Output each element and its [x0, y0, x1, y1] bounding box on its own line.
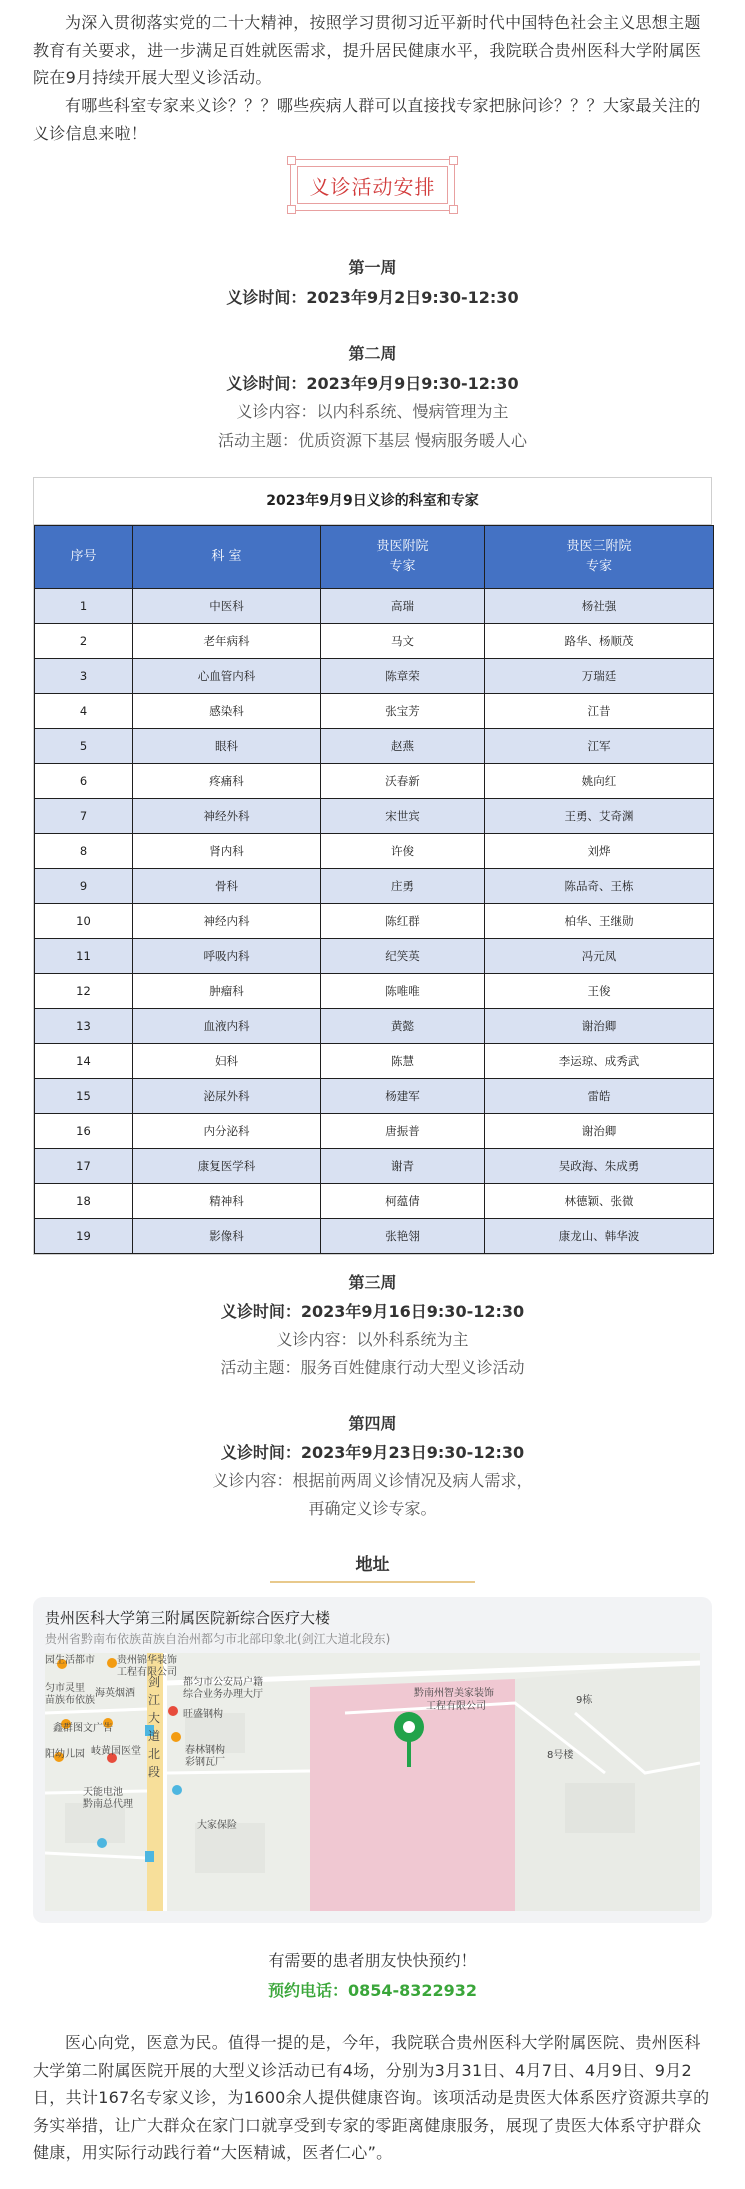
row-department: 肿瘤科 — [133, 974, 321, 1009]
row-seq: 13 — [35, 1009, 133, 1044]
row-gy-third-expert: 王俊 — [485, 974, 714, 1009]
row-department: 心血管内科 — [133, 659, 321, 694]
week-1-title: 第一周 — [348, 258, 397, 277]
week-2-theme: 活动主题：优质资源下基层 慢病服务暖人心 — [217, 431, 528, 450]
table-row — [35, 729, 714, 764]
row-gy-expert: 庄勇 — [321, 869, 485, 904]
table-row — [35, 764, 714, 799]
map-label: 工程有限公司 — [117, 1667, 177, 1678]
row-seq: 7 — [35, 799, 133, 834]
schedule-section-badge — [290, 159, 455, 211]
map-label: 园生活都市 — [45, 1655, 95, 1666]
row-seq: 9 — [35, 869, 133, 904]
row-gy-expert: 张宝芳 — [321, 694, 485, 729]
row-gy-third-expert: 李运琼、成秀武 — [485, 1044, 714, 1079]
row-department: 神经外科 — [133, 799, 321, 834]
row-gy-third-expert: 冯元凤 — [485, 939, 714, 974]
row-gy-third-expert: 康龙山、韩华波 — [485, 1219, 714, 1254]
map-label: 海英烟酒 — [95, 1688, 135, 1699]
row-seq: 3 — [35, 659, 133, 694]
week-4-title: 第四周 — [348, 1414, 397, 1433]
row-gy-expert: 谢青 — [321, 1149, 485, 1184]
row-seq: 2 — [35, 624, 133, 659]
row-gy-third-expert: 柏华、王继勋 — [485, 904, 714, 939]
header-department: 科 室 — [133, 526, 321, 589]
row-gy-expert: 陈章荣 — [321, 659, 485, 694]
row-seq: 14 — [35, 1044, 133, 1079]
map-label: 岐黄国医堂 — [91, 1746, 141, 1757]
badge-corner — [287, 205, 296, 214]
road-label-char: 大 — [148, 1711, 161, 1725]
appointment-phone[interactable]: 预约电话：0854-8322932 — [267, 1981, 478, 2000]
row-seq: 10 — [35, 904, 133, 939]
row-department: 老年病科 — [133, 624, 321, 659]
week-4-time: 义诊时间：2023年9月23日9:30-12:30 — [220, 1443, 525, 1462]
row-seq: 4 — [35, 694, 133, 729]
map-label: 黔南总代理 — [83, 1799, 133, 1810]
row-department: 妇科 — [133, 1044, 321, 1079]
row-gy-expert: 沃春新 — [321, 764, 485, 799]
header-gy-hospital: 贵医附院 专家 — [321, 526, 485, 589]
intro-paragraph: 为深入贯彻落实党的二十大精神，按照学习贯彻习近平新时代中国特色社会主义思想主题教育有关要求，进一步满足百姓就医需求，提升居民健康水平，我院联合贵州医科大学附属医院在9月持续开展大型义诊活动。 — [33, 13, 702, 87]
expert-schedule-table — [34, 525, 714, 1254]
row-gy-expert: 陈红群 — [321, 904, 485, 939]
map-label: 9栋 — [576, 1695, 593, 1706]
table-row — [35, 939, 714, 974]
row-department: 肾内科 — [133, 834, 321, 869]
table-body-wrap — [34, 525, 711, 1254]
map-label: 鑫群图文广告 — [53, 1723, 113, 1734]
row-gy-expert: 高瑞 — [321, 589, 485, 624]
row-department: 康复医学科 — [133, 1149, 321, 1184]
row-department: 影像科 — [133, 1219, 321, 1254]
row-seq: 17 — [35, 1149, 133, 1184]
location-address: 贵州省黔南布依族苗族自治州都匀市北部印象北(剑江大道北段东) — [45, 1632, 391, 1646]
row-gy-expert: 柯蕴倩 — [321, 1184, 485, 1219]
week-2-time: 义诊时间：2023年9月9日9:30-12:30 — [226, 374, 519, 393]
table-header-row — [35, 526, 714, 589]
week-1-time: 义诊时间：2023年9月2日9:30-12:30 — [226, 288, 519, 307]
table-row — [35, 974, 714, 1009]
row-seq: 6 — [35, 764, 133, 799]
row-gy-expert: 黄懿 — [321, 1009, 485, 1044]
row-seq: 1 — [35, 589, 133, 624]
badge-corner — [449, 205, 458, 214]
table-row — [35, 624, 714, 659]
map-label: 彩钢瓦厂 — [185, 1757, 225, 1768]
map-label: 阳幼儿园 — [45, 1749, 85, 1760]
row-department: 神经内科 — [133, 904, 321, 939]
location-card[interactable] — [33, 1597, 712, 1923]
row-gy-expert: 宋世宾 — [321, 799, 485, 834]
map-label: 春林钢构 — [185, 1745, 225, 1756]
table-row — [35, 1079, 714, 1114]
row-gy-expert: 张艳翎 — [321, 1219, 485, 1254]
week-3-content: 义诊内容：以外科系统为主 — [276, 1330, 469, 1349]
table-row — [35, 904, 714, 939]
row-gy-expert: 纪笑英 — [321, 939, 485, 974]
table-row — [35, 1114, 714, 1149]
row-gy-third-expert: 万瑞廷 — [485, 659, 714, 694]
address-underline — [270, 1581, 475, 1583]
road-label-char: 北 — [148, 1747, 161, 1761]
road-label-char: 江 — [148, 1693, 161, 1707]
location-map[interactable] — [45, 1653, 700, 1911]
row-department: 中医科 — [133, 589, 321, 624]
badge-corner — [287, 156, 296, 165]
row-gy-expert: 赵燕 — [321, 729, 485, 764]
map-label: 天能电池 — [83, 1787, 123, 1798]
row-department: 精神科 — [133, 1184, 321, 1219]
road-label-char: 道 — [148, 1729, 161, 1743]
row-gy-third-expert: 谢治卿 — [485, 1009, 714, 1044]
address-heading: 地址 — [355, 1555, 390, 1575]
row-gy-expert: 许俊 — [321, 834, 485, 869]
map-label: 8号楼 — [547, 1750, 574, 1761]
map-label: 工程有限公司 — [426, 1701, 486, 1712]
closing-paragraph: 医心向党，医意为民。值得一提的是，今年，我院联合贵州医科大学附属医院、贵州医科大学第二附属医院开展的大型义诊活动已有4场，分别为3月31日、4月7日、4月9日、9月2日，共计167名专家义诊，为1600余人提供健康咨询。该项活动是贵医大体系医疗资源共享的务实举措，让广大群众在家门口就享受到专家的零距离健康服务，展现了贵医大体系守护群众健康，用实际行动践行着“大医精诚，医者仁心”。 — [33, 2033, 710, 2162]
intro-question-paragraph: 有哪些科室专家来义诊？？？哪些疾病人群可以直接找专家把脉问诊？？？大家最关注的义诊信息来啦！ — [33, 96, 701, 143]
table-row — [35, 1044, 714, 1079]
row-seq: 18 — [35, 1184, 133, 1219]
row-department: 眼科 — [133, 729, 321, 764]
row-gy-third-expert: 谢治卿 — [485, 1114, 714, 1149]
row-gy-expert: 杨建军 — [321, 1079, 485, 1114]
row-gy-expert: 马文 — [321, 624, 485, 659]
week-3-title: 第三周 — [348, 1273, 397, 1292]
week-4-content-cont: 再确定义诊专家。 — [308, 1499, 437, 1518]
map-label: 综合业务办理大厅 — [183, 1689, 263, 1700]
row-gy-expert: 陈唯唯 — [321, 974, 485, 1009]
road-label-char: 段 — [148, 1765, 161, 1779]
header-seq: 序号 — [35, 526, 133, 589]
map-label: 旺盛钢构 — [183, 1709, 223, 1720]
table-row — [35, 869, 714, 904]
table-row — [35, 1184, 714, 1219]
row-seq: 11 — [35, 939, 133, 974]
row-seq: 5 — [35, 729, 133, 764]
row-seq: 19 — [35, 1219, 133, 1254]
table-row — [35, 1149, 714, 1184]
location-pin-icon[interactable] — [391, 1709, 427, 1769]
week-2-title: 第二周 — [348, 344, 397, 363]
table-row — [35, 694, 714, 729]
week-4-content: 义诊内容：根据前两周义诊情况及病人需求， — [212, 1471, 533, 1490]
badge-label: 义诊活动安排 — [297, 166, 448, 204]
week-2-content: 义诊内容：以内科系统、慢病管理为主 — [236, 402, 509, 421]
row-seq: 15 — [35, 1079, 133, 1114]
row-department: 血液内科 — [133, 1009, 321, 1044]
table-row — [35, 589, 714, 624]
table-row — [35, 659, 714, 694]
row-department: 疼痛科 — [133, 764, 321, 799]
map-canvas — [45, 1653, 700, 1911]
week-3-time: 义诊时间：2023年9月16日9:30-12:30 — [220, 1302, 525, 1321]
badge-corner — [449, 156, 458, 165]
row-seq: 12 — [35, 974, 133, 1009]
row-gy-third-expert: 雷皓 — [485, 1079, 714, 1114]
map-label: 大家保险 — [197, 1820, 237, 1831]
row-gy-expert: 陈慧 — [321, 1044, 485, 1079]
row-gy-third-expert: 王勇、艾奇渊 — [485, 799, 714, 834]
row-department: 泌尿外科 — [133, 1079, 321, 1114]
row-seq: 16 — [35, 1114, 133, 1149]
location-name: 贵州医科大学第三附属医院新综合医疗大楼 — [45, 1609, 331, 1627]
row-gy-third-expert: 路华、杨顺茂 — [485, 624, 714, 659]
row-gy-third-expert: 江军 — [485, 729, 714, 764]
row-gy-third-expert: 刘烨 — [485, 834, 714, 869]
row-gy-third-expert: 吴政海、朱成勇 — [485, 1149, 714, 1184]
row-department: 感染科 — [133, 694, 321, 729]
map-label: 匀市灵里 — [45, 1683, 85, 1694]
table-row — [35, 1219, 714, 1254]
row-gy-third-expert: 陈品奇、王栋 — [485, 869, 714, 904]
week-3-theme: 活动主题：服务百姓健康行动大型义诊活动 — [220, 1358, 525, 1377]
row-gy-expert: 唐振普 — [321, 1114, 485, 1149]
table-row — [35, 834, 714, 869]
map-label: 苗族布依族 — [45, 1695, 95, 1706]
map-label: 都匀市公安局户籍 — [183, 1677, 263, 1688]
road-label-char: 剑 — [148, 1675, 161, 1689]
table-row — [35, 799, 714, 834]
row-department: 骨科 — [133, 869, 321, 904]
row-gy-third-expert: 林德颖、张微 — [485, 1184, 714, 1219]
header-gy-third-hospital: 贵医三附院 专家 — [485, 526, 714, 589]
expert-table — [33, 477, 712, 1255]
table-body — [35, 589, 714, 1254]
appointment-prompt: 有需要的患者朋友快快预约！ — [268, 1951, 477, 1970]
map-label: 黔南州智美家装饰 — [414, 1688, 494, 1699]
table-caption: 2023年9月9日义诊的科室和专家 — [34, 478, 711, 525]
table-row — [35, 1009, 714, 1044]
row-gy-third-expert: 杨社强 — [485, 589, 714, 624]
row-seq: 8 — [35, 834, 133, 869]
row-department: 内分泌科 — [133, 1114, 321, 1149]
map-label: 贵州锦华装饰 — [117, 1655, 177, 1666]
row-department: 呼吸内科 — [133, 939, 321, 974]
row-gy-third-expert: 姚向红 — [485, 764, 714, 799]
row-gy-third-expert: 江昔 — [485, 694, 714, 729]
